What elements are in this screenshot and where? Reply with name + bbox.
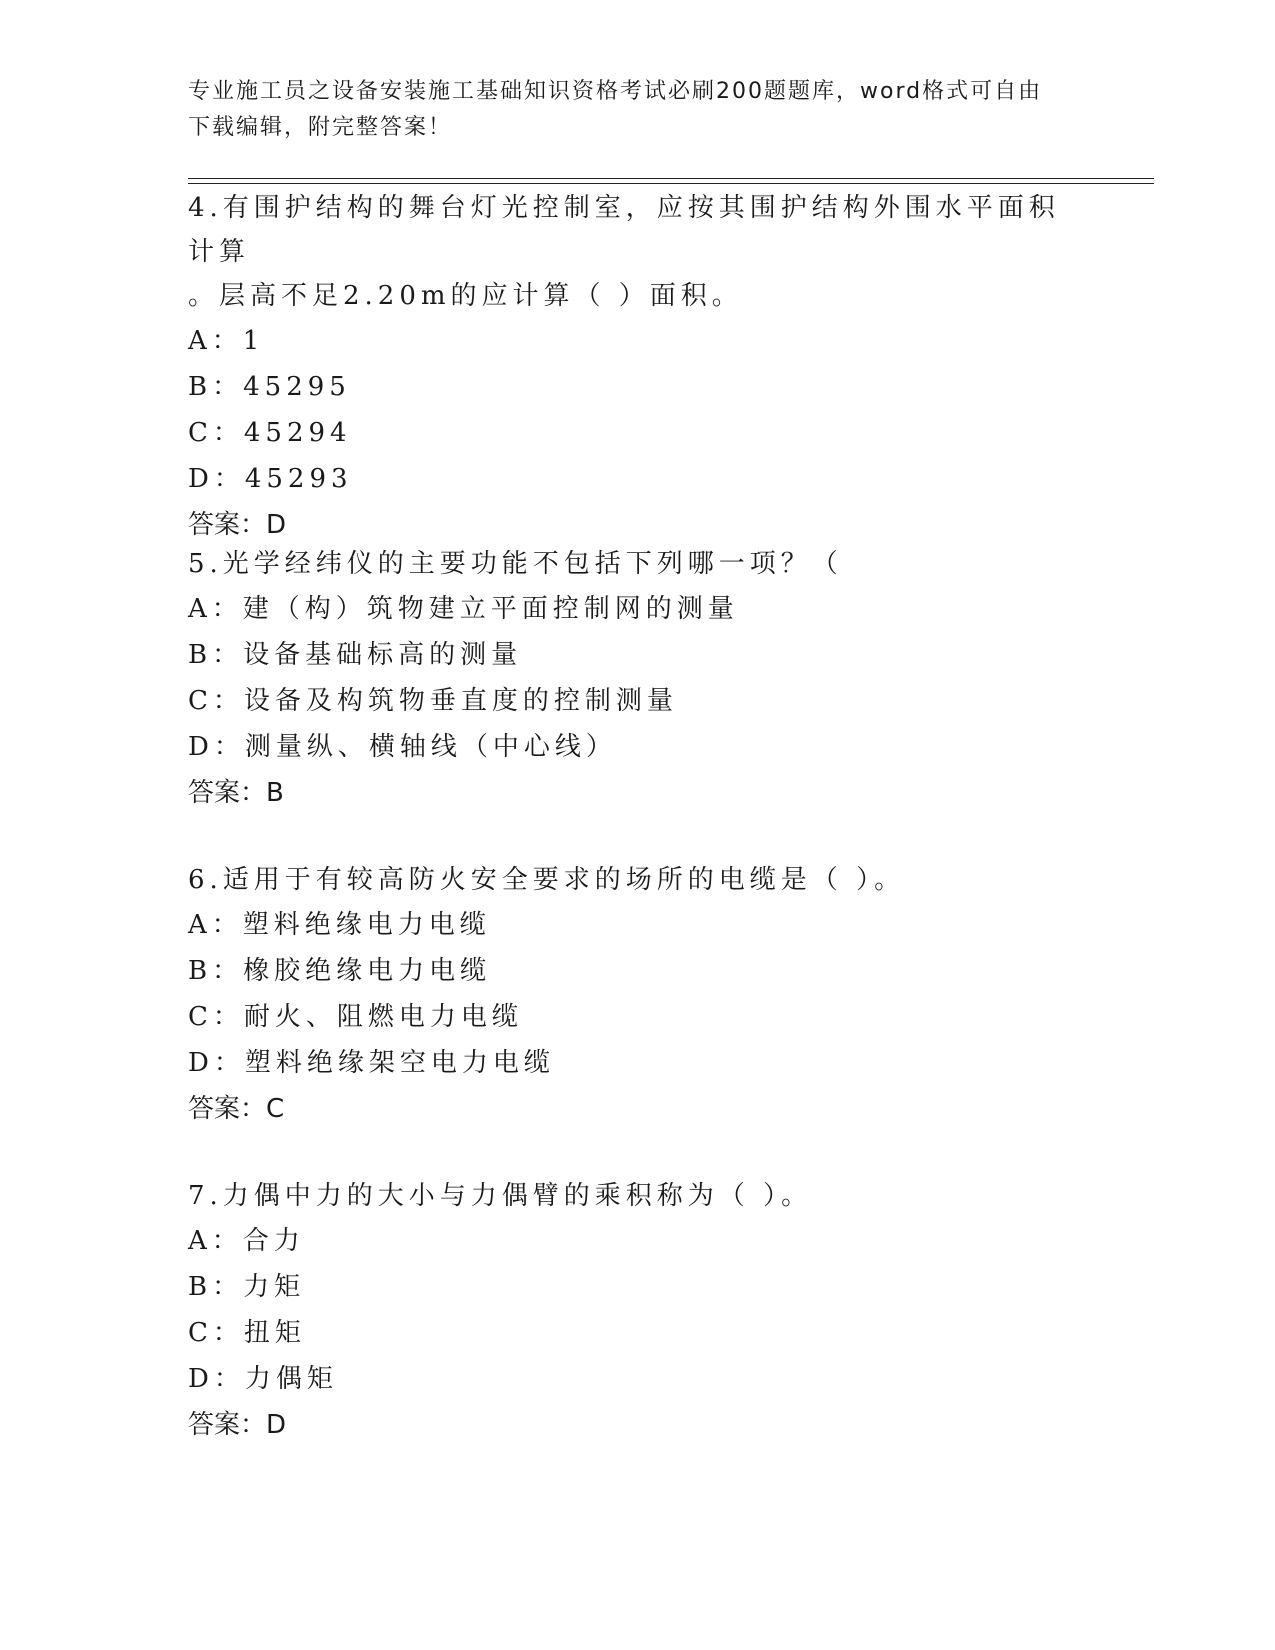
question-5 [188,542,1088,816]
option-b: B：力矩 [188,1272,306,1302]
header-line-1: 专业施工员之设备安装施工基础知识资格考试必刷200题题库，word格式可自由 [188,79,1043,104]
option-a: A：塑料绝缘电力电缆 [188,910,491,940]
header-line-2: 下载编辑，附完整答案！ [188,115,453,140]
option-d: D：塑料绝缘架空电力电缆 [188,1048,555,1078]
answer-label: 答案：D [188,510,287,540]
option-d: D：力偶矩 [188,1364,338,1394]
question-6 [188,858,1088,1132]
option-b: B：设备基础标高的测量 [188,640,523,670]
question-stem-line-2: 。层高不足2.20m的应计算（ ）面积。 [188,281,743,311]
answer-label: 答案：D [188,1410,287,1440]
option-c: C：扭矩 [188,1318,306,1348]
question-4 [188,186,1088,548]
header-divider-bottom [188,183,1154,184]
option-d: D：测量纵、横轴线（中心线） [188,732,617,762]
option-c: C：耐火、阻燃电力电缆 [188,1002,523,1032]
question-stem-line-1: 6.适用于有较高防火安全要求的场所的电缆是（ ）。 [188,865,906,895]
option-a: A：合力 [188,1226,305,1256]
option-c: C：设备及构筑物垂直度的控制测量 [188,686,678,716]
option-a: A：1 [188,326,265,356]
answer-label: 答案：B [188,778,284,808]
option-d: D：45293 [188,464,353,494]
option-b: B：橡胶绝缘电力电缆 [188,956,492,986]
answer-label: 答案：C [188,1094,285,1124]
question-stem-line-1: 7.力偶中力的大小与力偶臂的乘积称为（ ）。 [188,1181,813,1211]
question-stem-line-1: 4.有围护结构的舞台灯光控制室，应按其围护结构外围水平面积计算 [188,193,1060,267]
document-header [188,74,1088,146]
question-7 [188,1174,1088,1448]
header-divider-top [188,178,1154,179]
option-b: B：45295 [188,372,351,402]
option-a: A：建（构）筑物建立平面控制网的测量 [188,594,739,624]
option-c: C：45294 [188,418,352,448]
question-stem-line-1: 5.光学经纬仪的主要功能不包括下列哪一项？（ [188,549,843,579]
